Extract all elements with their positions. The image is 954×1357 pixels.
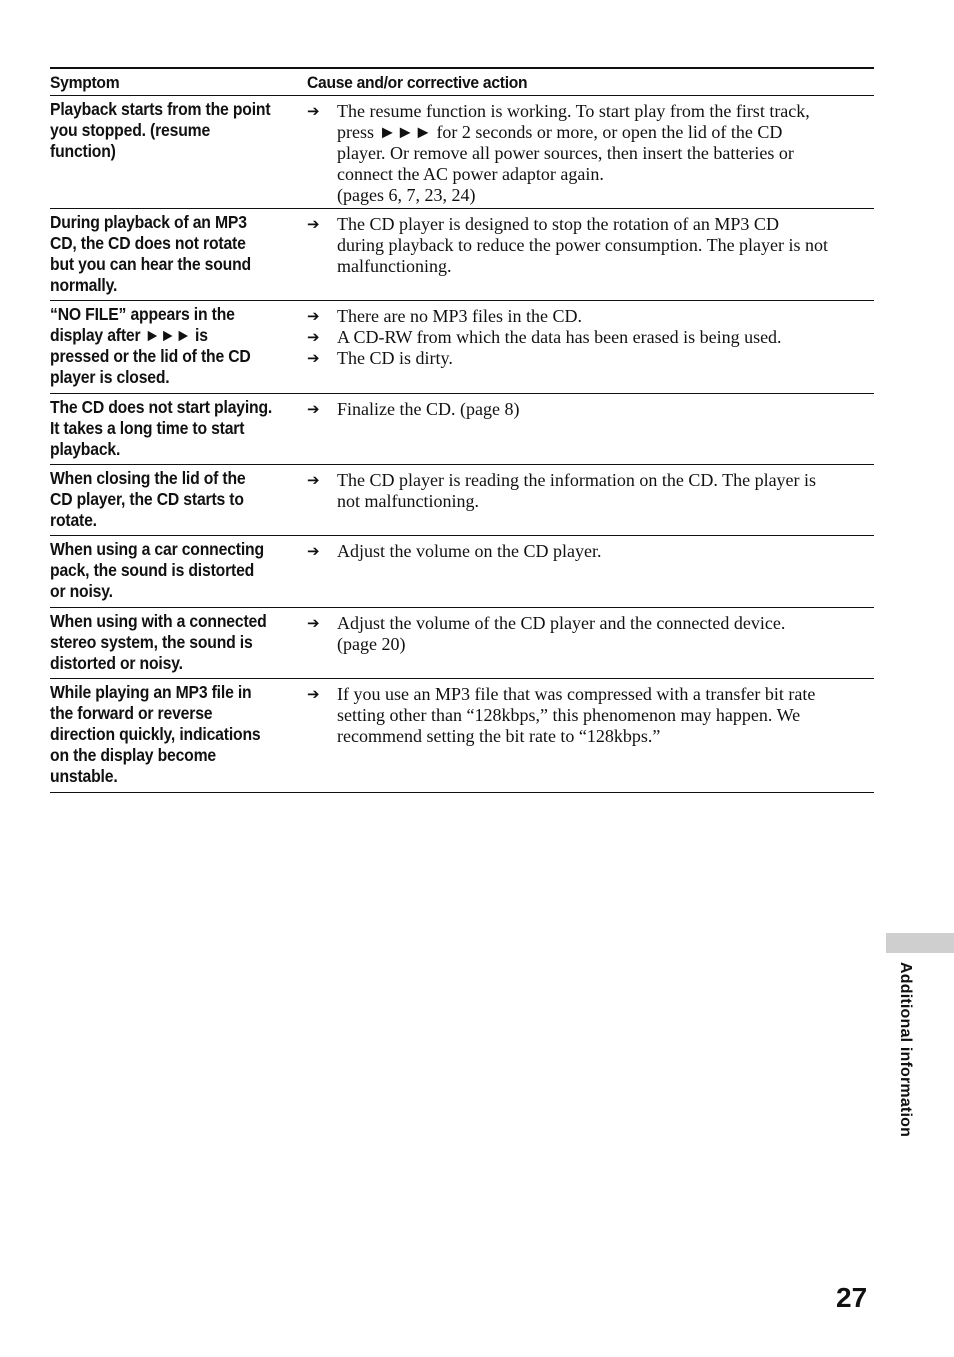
symptom-text: Playback starts from the point you stopped. (resume function) [50, 99, 271, 161]
arrow-icon: ➔ [307, 215, 320, 233]
actions-cell [307, 304, 874, 385]
action-text: Adjust the volume of the CD player and the connected device. (page 20) [337, 613, 786, 654]
section-side-label: Additional information [897, 962, 914, 1138]
symptom-text: “NO FILE” appears in the display after ►►► is pressed or the lid of the CD player is closed. [50, 304, 251, 387]
actions-cell [307, 397, 874, 456]
symptom-cell [50, 539, 307, 599]
actions-cell [307, 682, 874, 784]
table-row [50, 209, 874, 301]
arrow-icon: ➔ [307, 307, 320, 325]
table-row [50, 301, 874, 394]
symptom-text: When using a car connecting pack, the sound is distorted or noisy. [50, 539, 264, 601]
action-item [307, 214, 874, 277]
symptom-header-cell [50, 73, 307, 93]
action-text: If you use an MP3 file that was compressed with a transfer bit rate setting other than “128kbps,” this phenomenon may happen. We recommend setting the bit rate to “128kbps.” [337, 684, 816, 746]
action-item [307, 327, 874, 348]
symptom-cell [50, 611, 307, 673]
cause-header: Cause and/or corrective action [307, 73, 528, 92]
action-text: A CD-RW from which the data has been erased is being used. [337, 327, 782, 347]
symptom-cell [50, 304, 307, 385]
symptom-cell [50, 99, 307, 200]
arrow-icon: ➔ [307, 471, 320, 489]
arrow-icon: ➔ [307, 400, 320, 418]
action-text: The CD player is reading the information on the CD. The player is not malfunctioning. [337, 470, 817, 511]
symptom-cell [50, 682, 307, 784]
symptom-text: The CD does not start playing. It takes a long time to start playback. [50, 397, 273, 459]
section-tab-marker [886, 933, 954, 953]
arrow-icon: ➔ [307, 542, 320, 560]
symptom-cell [50, 212, 307, 295]
symptom-text: When closing the lid of the CD player, the CD starts to rotate. [50, 468, 246, 530]
symptom-cell [50, 397, 307, 459]
symptom-header: Symptom [50, 73, 120, 92]
cause-header-cell [307, 73, 546, 93]
actions-cell [307, 539, 874, 599]
table-header [50, 69, 874, 96]
table-row [50, 679, 874, 793]
arrow-icon: ➔ [307, 328, 320, 346]
action-text: The CD player is designed to stop the rotation of an MP3 CD during playback to reduce the power consumption. The player is not malfunctioning. [337, 214, 829, 276]
action-item [307, 684, 874, 747]
symptom-cell [50, 468, 307, 530]
table-row [50, 536, 874, 608]
table-row [50, 394, 874, 465]
arrow-icon: ➔ [307, 102, 320, 120]
action-item [307, 470, 874, 512]
troubleshooting-table [50, 67, 874, 793]
action-item [307, 306, 874, 327]
table-row [50, 465, 874, 536]
action-item [307, 101, 874, 206]
actions-cell [307, 611, 874, 670]
action-text: There are no MP3 files in the CD. [337, 306, 582, 326]
action-text: Finalize the CD. (page 8) [337, 399, 520, 419]
actions-cell [307, 99, 874, 205]
action-text: Adjust the volume on the CD player. [337, 541, 602, 561]
arrow-icon: ➔ [307, 685, 320, 703]
symptom-text: During playback of an MP3 CD, the CD does not rotate but you can hear the sound normally. [50, 212, 251, 295]
arrow-icon: ➔ [307, 614, 320, 632]
action-item [307, 399, 874, 420]
action-text: The resume function is working. To start play from the first track, press ►►► for 2 seconds or more, or open the lid of the CD player. Or remove all power sources, then insert the batteries or connect the AC power adaptor again. (pages 6, 7, 23, 24) [337, 101, 810, 205]
action-text: The CD is dirty. [337, 348, 453, 368]
symptom-text: While playing an MP3 file in the forward or reverse direction quickly, indications on the display become unstable. [50, 682, 261, 786]
page-number: 27 [836, 1282, 868, 1313]
action-item [307, 613, 874, 655]
action-item [307, 348, 874, 369]
table-row [50, 608, 874, 679]
actions-cell [307, 468, 874, 527]
actions-cell [307, 212, 874, 292]
arrow-icon: ➔ [307, 349, 320, 367]
action-item [307, 541, 874, 562]
symptom-text: When using with a connected stereo system, the sound is distorted or noisy. [50, 611, 267, 673]
table-row [50, 96, 874, 209]
